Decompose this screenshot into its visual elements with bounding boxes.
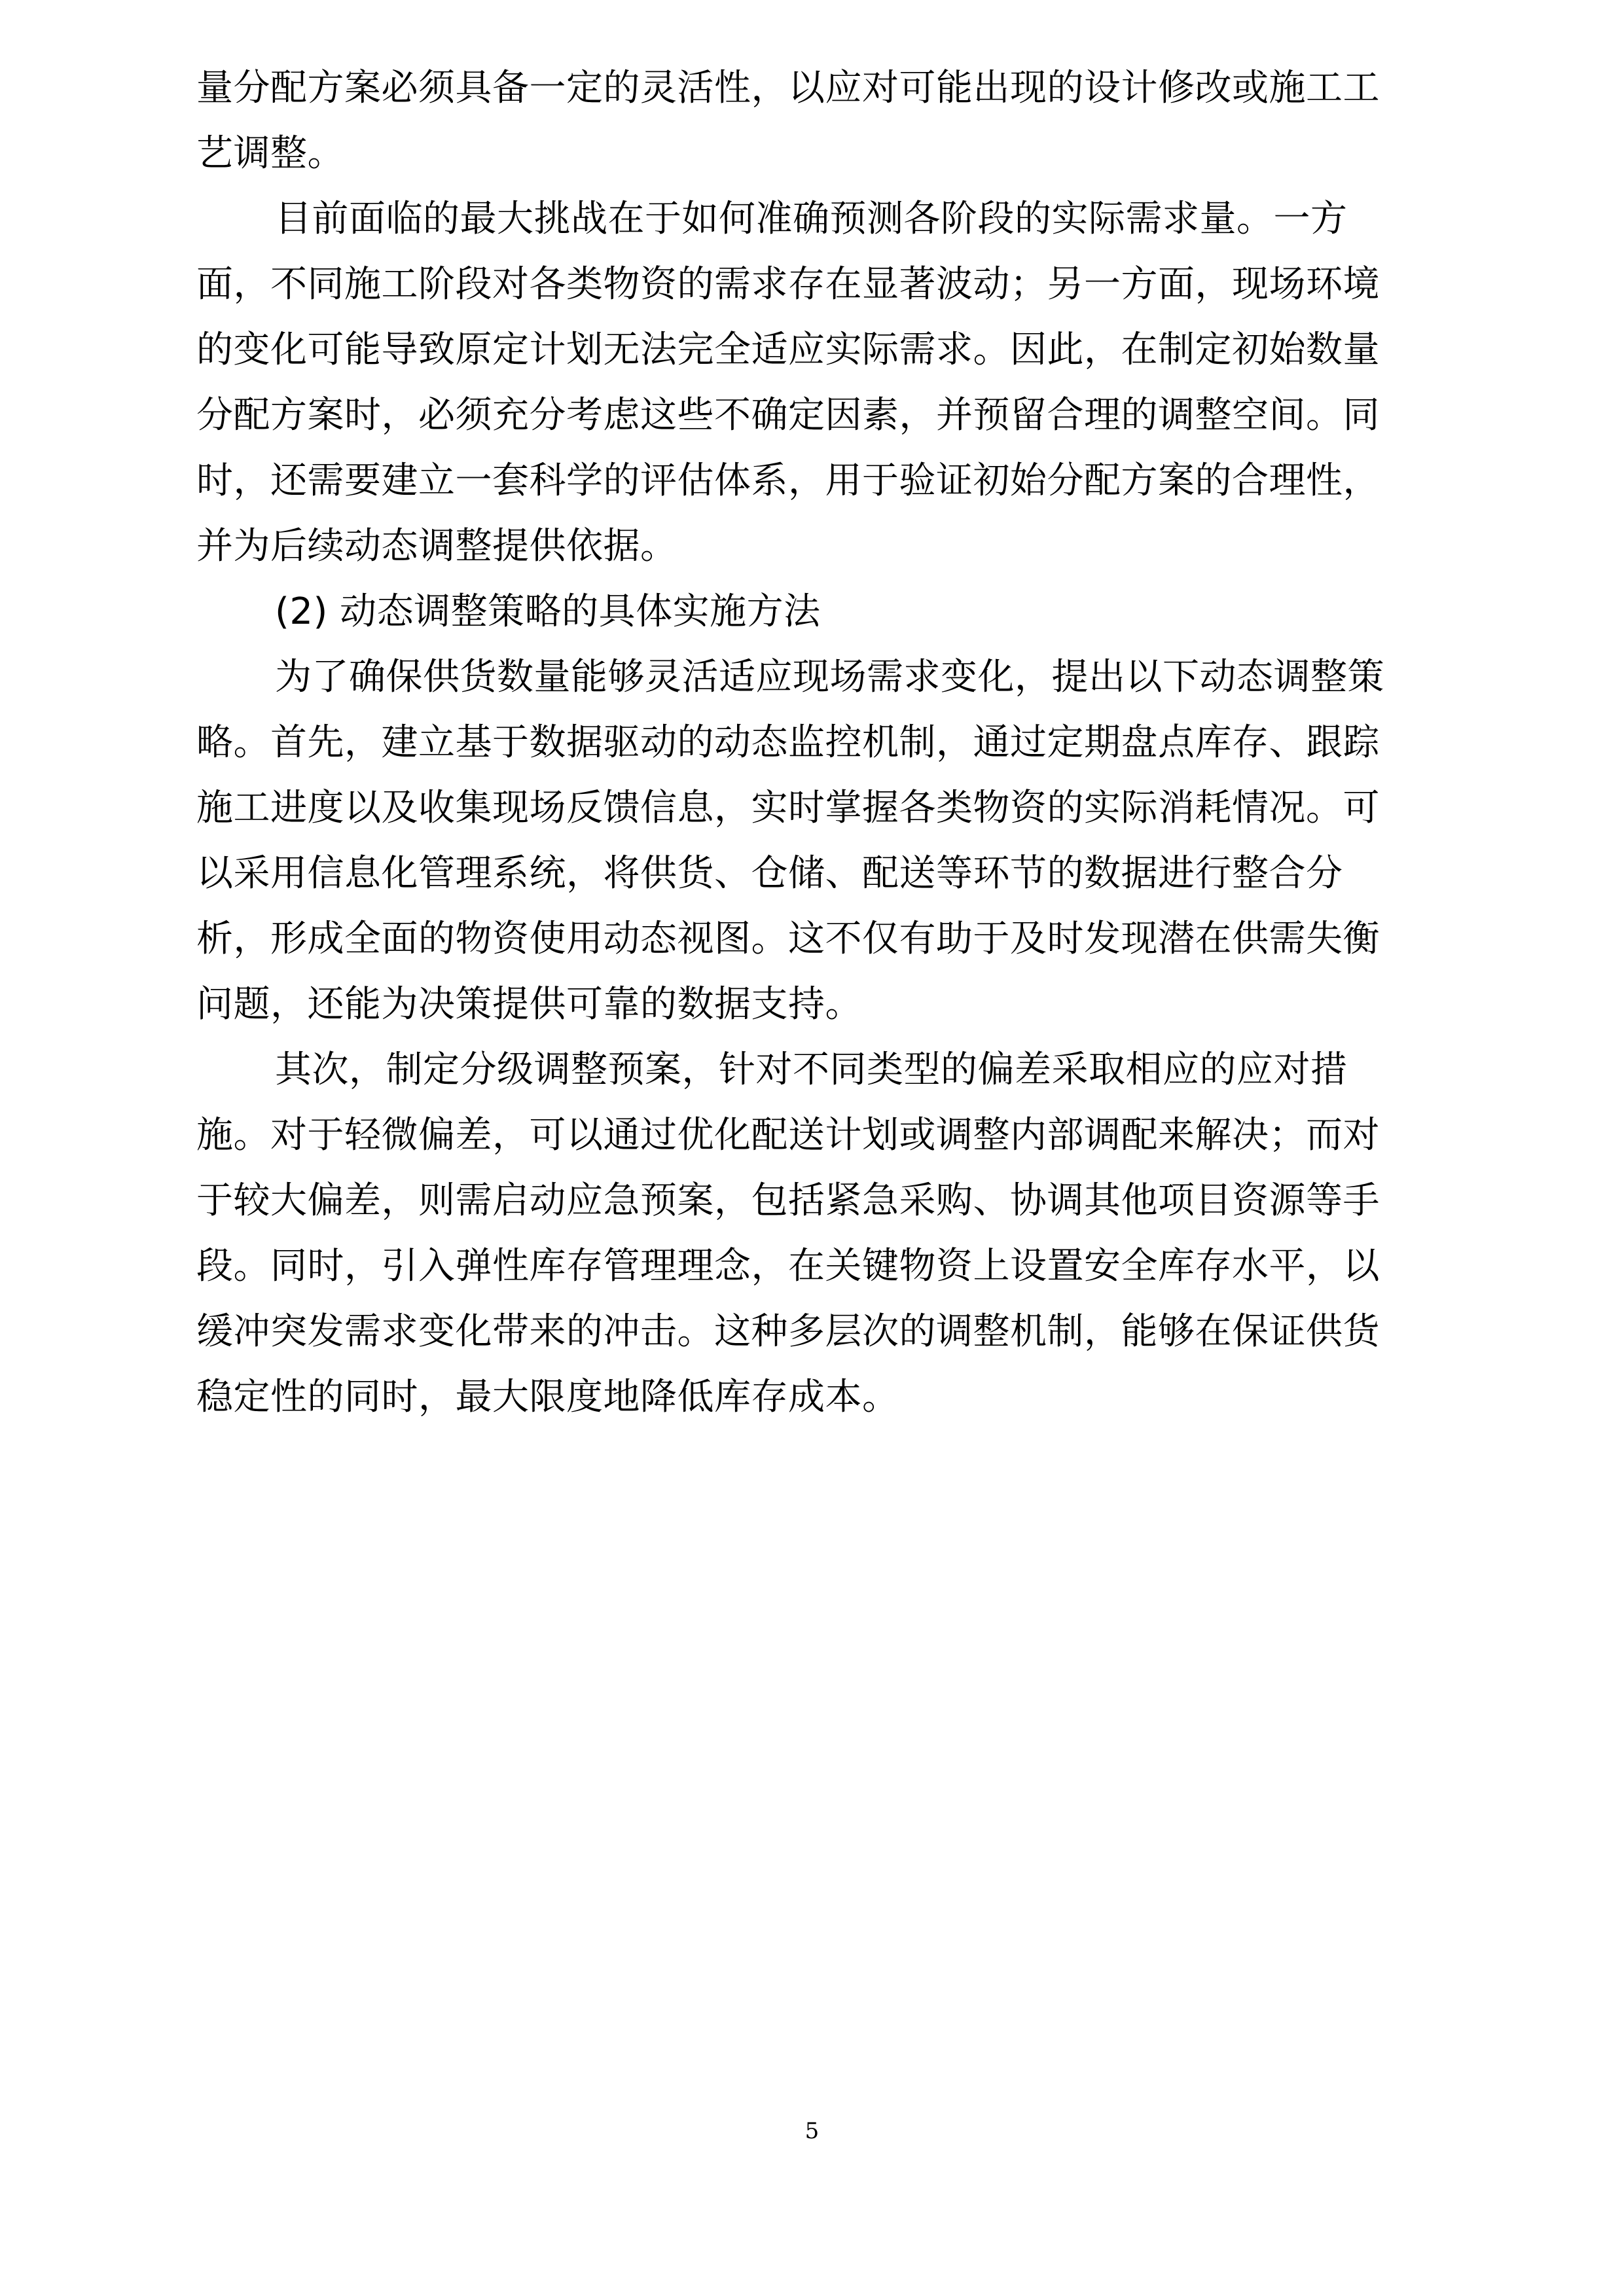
section-heading: (2) 动态调整策略的具体实施方法 [275,590,821,633]
text-line: 以采用信息化管理系统，将供货、仓储、配送等环节的数据进行整合分 [196,852,1343,895]
text-line: 稳定性的同时，最大限度地降低库存成本。 [196,1376,899,1418]
text-line: 面，不同施工阶段对各类物资的需求存在显著波动；另一方面，现场环境 [196,263,1380,306]
text-line: 问题，还能为决策提供可靠的数据支持。 [196,983,862,1026]
text-line: 的变化可能导致原定计划无法完全适应实际需求。因此，在制定初始数量 [196,329,1380,371]
text-line: 段。同时，引入弹性库存管理理念，在关键物资上设置安全库存水平，以 [196,1245,1380,1287]
text-line: 析，形成全面的物资使用动态视图。这不仅有助于及时发现潜在供需失衡 [196,918,1380,960]
text-line: 为了确保供货数量能够灵活适应现场需求变化，提出以下动态调整策 [275,656,1384,698]
text-line: 并为后续动态调整提供依据。 [196,525,677,567]
text-line: 艺调整。 [196,132,344,175]
text-line: 施。对于轻微偏差，可以通过优化配送计划或调整内部调配来解决；而对 [196,1114,1380,1157]
text-line: 分配方案时，必须充分考虑这些不确定因素，并预留合理的调整空间。同 [196,394,1380,437]
text-line: 于较大偏差，则需启动应急预案，包括紧急采购、协调其他项目资源等手 [196,1179,1380,1222]
text-line: 缓冲突发需求变化带来的冲击。这种多层次的调整机制，能够在保证供货 [196,1310,1380,1353]
text-line: 略。首先，建立基于数据驱动的动态监控机制，通过定期盘点库存、跟踪 [196,721,1380,764]
text-line: 量分配方案必须具备一定的灵活性，以应对可能出现的设计修改或施工工 [196,67,1380,109]
text-line: 其次，制定分级调整预案，针对不同类型的偏差采取相应的应对措 [275,1049,1348,1091]
page-number: 5 [804,2118,820,2144]
text-line: 时，还需要建立一套科学的评估体系，用于验证初始分配方案的合理性， [196,459,1380,502]
text-line: 目前面临的最大挑战在于如何准确预测各阶段的实际需求量。一方 [275,198,1348,240]
text-line: 施工进度以及收集现场反馈信息，实时掌握各类物资的实际消耗情况。可 [196,787,1380,829]
